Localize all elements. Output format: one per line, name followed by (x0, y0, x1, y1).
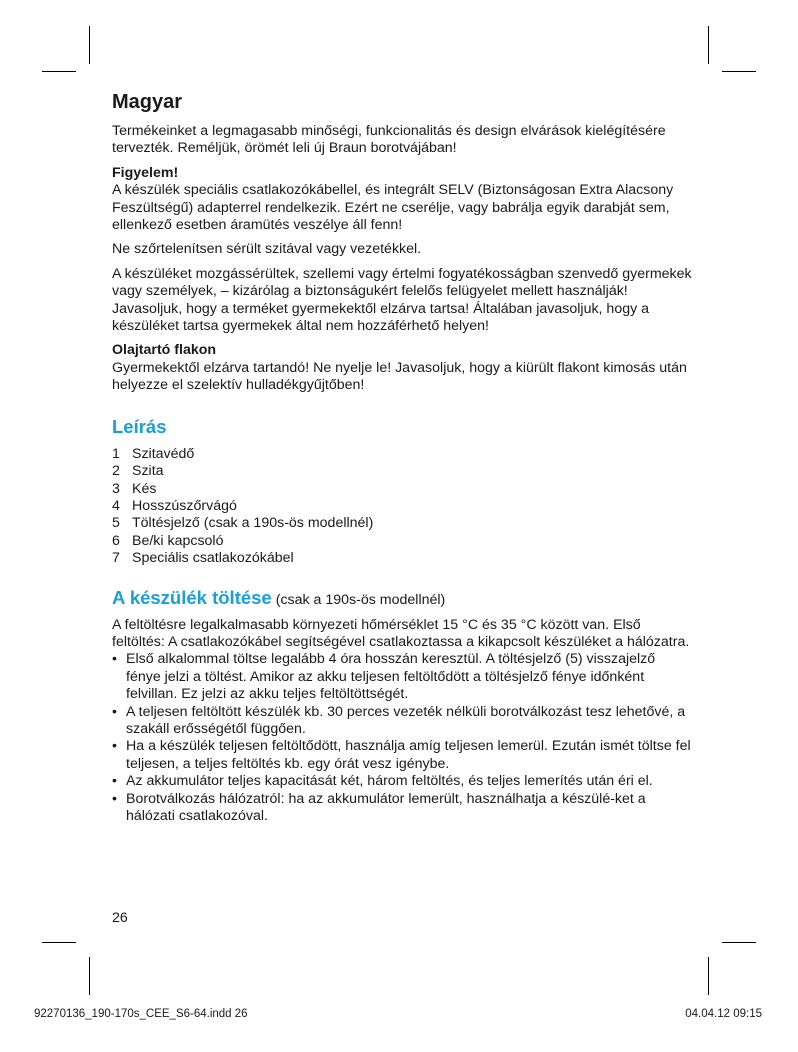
list-item: • Borotválkozás hálózatról: ha az akkumulátor lemerült, használhatja a készülé-ket a hálózati csatlakozóval. (112, 790, 646, 824)
warning-heading: Figyelem! (112, 164, 179, 181)
description-heading-wrap (112, 415, 692, 439)
charging-intro: A feltöltésre legalkalmasabb környezeti hőmérséklet 15 °C és 35 °C között van. Első feltöltés: A csatlakozókábel segítségével csatlakoztassa a kikapcsolt készüléket a hálózatra. (112, 616, 690, 650)
list-item: 2 Szita (112, 463, 164, 480)
list-item: 7 Speciális csatlakozókábel (112, 550, 294, 567)
damaged-paragraph: Ne szőrtelenítsen sérült szitával vagy vezetékkel. (112, 241, 422, 258)
oil-heading: Olajtartó flakon (112, 342, 217, 359)
description-list (112, 446, 692, 568)
list-item: 6 Be/ki kapcsoló (112, 532, 224, 549)
page-content (112, 90, 692, 825)
charging-note: (csak a 190s-ös modellnél) (275, 591, 446, 608)
list-item: 1 Szitavédő (112, 445, 195, 462)
crop-mark (42, 942, 76, 943)
footer-timestamp: 04.04.12 09:15 (685, 1008, 762, 1020)
page-number: 26 (112, 910, 128, 926)
warning-section (112, 165, 692, 235)
crop-mark (42, 71, 76, 72)
intro-paragraph: Termékeinket a legmagasabb minőségi, funkcionalitás és design elvárások kielégítésére tervezték. Reméljük, örömét leli új Braun borotvájában! (112, 123, 666, 157)
list-item: • Ha a készülék teljesen feltöltődött, használja amíg teljesen lemerül. Ezután ismét töltse fel teljesen, a teljes feltöltés kb. egy órát vesz igénybe. (112, 738, 691, 772)
oil-text: Gyermekektől elzárva tartandó! Ne nyelje le! Javasoljuk, hogy a kiürült flakont kimosás után helyezze el szelektív hulladékgyűjtőben! (112, 359, 687, 394)
crop-mark (722, 942, 756, 943)
description-heading: Leírás (112, 415, 167, 437)
crop-mark (89, 26, 90, 64)
charging-heading: A készülék töltése (112, 586, 272, 608)
footer-filename: 92270136_190-170s_CEE_S6-64.indd 26 (34, 1008, 248, 1020)
list-item: 3 Kés (112, 480, 157, 497)
crop-mark (708, 26, 709, 64)
crop-mark (708, 957, 709, 995)
crop-mark (89, 957, 90, 995)
page-title: Magyar (112, 91, 183, 113)
children-paragraph: A készüléket mozgássérültek, szellemi vagy értelmi fogyatékosságban szenvedő gyermekek vagy személyek, – kizárólag a biztonságukért felelős felügyelet mellett használják! Javasoljuk, hogy a terméket gyermekektől elzárva tartsa! Általában javasoljuk, hogy a készüléket tartsa gyermekek által nem hozzáférhető helyen! (112, 265, 692, 335)
warning-text: A készülék speciális csatlakozókábellel, és integrált SELV (Biztonságosan Extra Alacsony Feszültségű) adapterrel rendelkezik. Ezért ne cserélje, vagy babrálja egyik darabját sem, ellenkező esetben áramütés veszélye áll fenn! (112, 182, 674, 234)
charging-heading-wrap (112, 586, 692, 610)
charging-bullets (112, 651, 692, 825)
oil-section (112, 342, 692, 394)
list-item: 5 Töltésjelző (csak a 190s-ös modellnél) (112, 515, 374, 532)
list-item: • Az akkumulátor teljes kapacitását két, három feltöltés, és teljes lemerítés után éri el. (112, 773, 653, 790)
list-item: • A teljesen feltöltött készülék kb. 30 perces vezeték nélküli borotválkozást tesz lehetővé, a szakáll erősségétől függően. (112, 703, 686, 737)
list-item: • Első alkalommal töltse legalább 4 óra hosszán keresztül. A töltésjelző (5) visszajelző fénye jelzi a töltést. Amikor az akku teljesen feltöltődött a töltésjelző fénye időnként felvillan. Ez jelzi az akku teljes feltöltöttségét. (112, 651, 656, 703)
list-item: 4 Hosszúszőrvágó (112, 497, 237, 514)
crop-mark (722, 71, 756, 72)
